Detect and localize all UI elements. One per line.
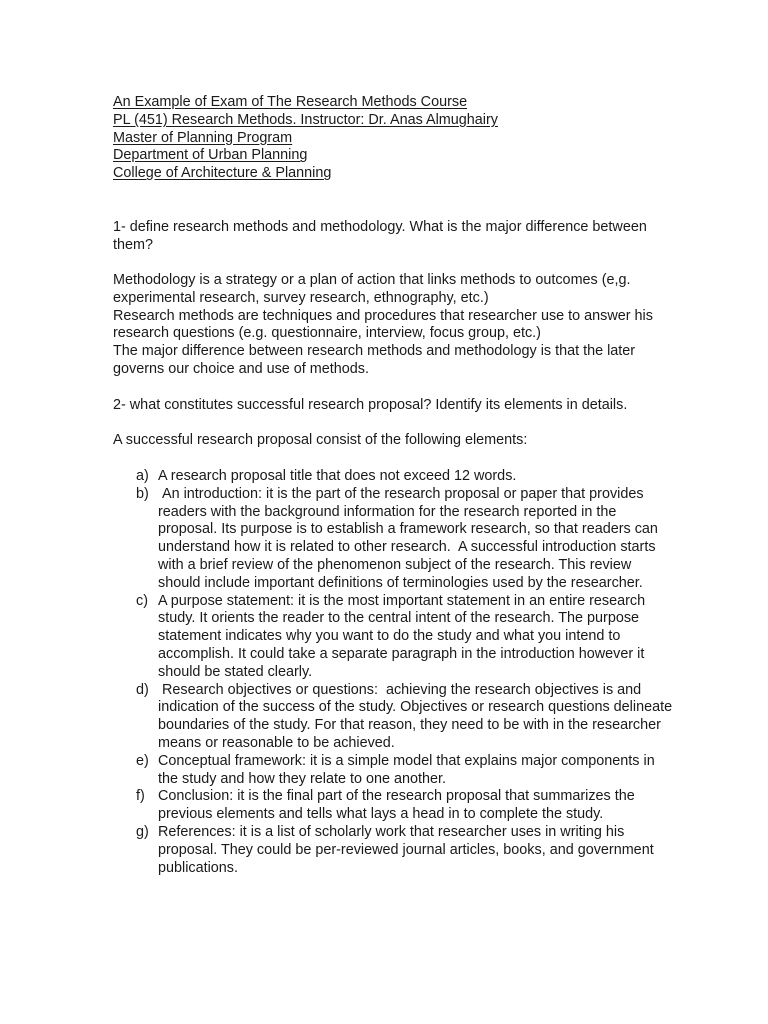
list-marker: f) <box>136 788 145 805</box>
answer-1 <box>113 272 673 379</box>
list-marker: a) <box>136 468 149 484</box>
list-item <box>113 788 673 824</box>
list-item <box>113 593 673 682</box>
list-item-text: References: it is a list of scholarly work that researcher uses in writing his proposal. They could be per-reviewed journal articles, books, and government publications. <box>158 823 654 876</box>
list-marker: g) <box>136 823 149 840</box>
list-item-text: Research objectives or questions: achieving the research objectives is and indication of the success of the study. Objectives or research questions delineate boundaries of the study. For that reason, they need to be with in the researcher means or reasonable to be achieved. <box>158 681 677 751</box>
list-item-text: Conclusion: it is the final part of the research proposal that summarizes the previous elements and tells what lays a head in to complete the study. <box>158 788 635 823</box>
list-item-text: An introduction: it is the part of the research proposal or paper that provides readers with the background information for the research reported in the proposal. Its purpose is to establish a framework research, so that readers can understand how it is related to other research. A successful introduction starts with a brief review of the phenomenon subject of the research. This review should include important definitions of terminologies used by the researcher. <box>158 485 662 591</box>
answer-1-difference: The major difference between research methods and methodology is that the later governs our choice and use of methods. <box>113 343 636 377</box>
document-header <box>113 94 498 183</box>
question-2: 2- what constitutes successful research proposal? Identify its elements in details. <box>113 397 628 413</box>
proposal-elements-list <box>113 468 677 877</box>
course-instructor: PL (451) Research Methods. Instructor: Dr. Anas Almughairy <box>113 111 498 128</box>
course-title: An Example of Exam of The Research Methods Course <box>113 94 468 110</box>
list-marker: b) <box>136 485 149 502</box>
college-name: College of Architecture & Planning <box>113 165 332 182</box>
question-1: 1- define research methods and methodology. What is the major difference between them? <box>113 219 647 253</box>
list-item <box>113 681 677 753</box>
list-marker: d) <box>136 681 149 698</box>
list-item-text: A research proposal title that does not exceed 12 words. <box>158 468 517 484</box>
list-item <box>113 486 673 593</box>
answer-1-methodology: Methodology is a strategy or a plan of action that links methods to outcomes (e,g. experimental research, survey research, ethnography, etc.) <box>113 272 631 306</box>
list-item <box>113 468 673 486</box>
list-marker: e) <box>136 752 149 769</box>
answer-1-methods: Research methods are techniques and procedures that researcher use to answer his research questions (e.g. questionnaire, interview, focus group, etc.) <box>113 307 653 342</box>
program-name: Master of Planning Program <box>113 129 293 146</box>
list-item-text: A purpose statement: it is the most important statement in an entire research study. It orients the reader to the central intent of the research. The purpose statement indicates why you want to do the study and what you intend to accomplish. It could take a separate paragraph in the introduction however it should be stated clearly. <box>158 592 646 680</box>
list-marker: c) <box>136 592 148 609</box>
department-name: Department of Urban Planning <box>113 147 308 164</box>
answer-2-intro: A successful research proposal consist of the following elements: <box>113 432 528 448</box>
list-item <box>113 824 673 877</box>
list-item-text: Conceptual framework: it is a simple model that explains major components in the study and how they relate to one another. <box>158 752 655 787</box>
list-item <box>113 753 673 789</box>
